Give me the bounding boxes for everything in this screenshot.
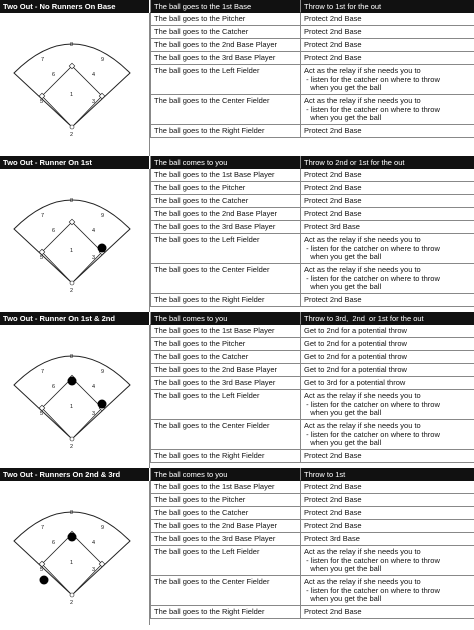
situation-cell: The ball goes to the 3rd Base Player bbox=[150, 52, 300, 65]
action-header: Throw to 1st bbox=[300, 468, 474, 481]
situation-cell: The ball goes to the Left Fielder bbox=[150, 234, 300, 264]
situation-cell: The ball goes to the Center Fielder bbox=[150, 576, 300, 606]
situation-cell: The ball goes to the Pitcher bbox=[150, 338, 300, 351]
situation-cell: The ball goes to the 2nd Base Player bbox=[150, 208, 300, 221]
position-1-label: 1 bbox=[70, 560, 74, 566]
position-8-label: 8 bbox=[70, 510, 74, 516]
field-diagram bbox=[0, 169, 150, 312]
action-cell: Protect 2nd Base bbox=[300, 450, 474, 463]
position-9-label: 9 bbox=[101, 369, 105, 375]
position-5-label: 5 bbox=[40, 99, 44, 105]
position-1-label: 1 bbox=[70, 248, 74, 254]
action-cell: Protect 2nd Base bbox=[300, 182, 474, 195]
action-cell: Protect 3rd Base bbox=[300, 533, 474, 546]
situation-cell: The ball goes to the 1st Base Player bbox=[150, 481, 300, 494]
position-2-label: 2 bbox=[70, 132, 74, 138]
action-cell: Get to 2nd for a potential throw bbox=[300, 325, 474, 338]
action-cell: Act as the relay if she needs you to - listen for the catcher on where to throw when you get the ball bbox=[300, 390, 474, 420]
field-diagram bbox=[0, 481, 150, 625]
action-header: Throw to 2nd or 1st for the out bbox=[300, 156, 474, 169]
position-4-label: 4 bbox=[92, 384, 96, 390]
action-cell: Act as the relay if she needs you to - listen for the catcher on where to throw when you get the ball bbox=[300, 576, 474, 606]
action-cell: Get to 3rd for a potential throw bbox=[300, 377, 474, 390]
situation-header: The ball comes to you bbox=[150, 468, 300, 481]
outfield-boundary bbox=[14, 200, 130, 283]
runner-on-third-marker bbox=[40, 576, 49, 585]
position-5-label: 5 bbox=[40, 567, 44, 573]
position-4-label: 4 bbox=[92, 228, 96, 234]
runner-on-second-marker bbox=[68, 533, 77, 542]
position-1-label: 1 bbox=[70, 404, 74, 410]
action-cell: Protect 2nd Base bbox=[300, 606, 474, 619]
action-cell: Protect 2nd Base bbox=[300, 195, 474, 208]
home-plate bbox=[70, 593, 74, 597]
field-svg bbox=[0, 325, 149, 468]
position-6-label: 6 bbox=[52, 72, 56, 78]
situation-cell: The ball goes to the Pitcher bbox=[150, 13, 300, 26]
situation-cell: The ball goes to the 2nd Base Player bbox=[150, 39, 300, 52]
position-7-label: 7 bbox=[41, 213, 45, 219]
section-title: Two Out - No Runners On Base bbox=[0, 0, 149, 13]
situation-cell: The ball goes to the Pitcher bbox=[150, 182, 300, 195]
situation-cell: The ball goes to the 2nd Base Player bbox=[150, 364, 300, 377]
action-cell: Act as the relay if she needs you to - listen for the catcher on where to throw when you get the ball bbox=[300, 546, 474, 576]
situation-cell: The ball goes to the 1st Base Player bbox=[150, 169, 300, 182]
action-cell: Protect 2nd Base bbox=[300, 26, 474, 39]
action-cell: Get to 2nd for a potential throw bbox=[300, 338, 474, 351]
action-cell: Get to 2nd for a potential throw bbox=[300, 364, 474, 377]
position-6-label: 6 bbox=[52, 384, 56, 390]
section-title: Two Out - Runner On 1st & 2nd bbox=[0, 312, 149, 325]
position-5-label: 5 bbox=[40, 255, 44, 261]
situation-cell: The ball goes to the Right Fielder bbox=[150, 125, 300, 138]
situation-cell: The ball goes to the Center Fielder bbox=[150, 420, 300, 450]
situation-cell: The ball goes to the Left Fielder bbox=[150, 65, 300, 95]
runner-on-first-marker bbox=[98, 400, 107, 409]
runner-on-first-marker bbox=[98, 244, 107, 253]
field-svg bbox=[0, 13, 149, 156]
position-7-label: 7 bbox=[41, 369, 45, 375]
outfield-boundary bbox=[14, 356, 130, 439]
section-title: Two Out - Runners On 2nd & 3rd bbox=[0, 468, 149, 481]
position-3-label: 3 bbox=[92, 567, 96, 573]
position-9-label: 9 bbox=[101, 213, 105, 219]
position-6-label: 6 bbox=[52, 540, 56, 546]
position-2-label: 2 bbox=[70, 600, 74, 606]
action-cell: Act as the relay if she needs you to - listen for the catcher on where to throw when you get the ball bbox=[300, 65, 474, 95]
action-cell: Protect 2nd Base bbox=[300, 481, 474, 494]
position-6-label: 6 bbox=[52, 228, 56, 234]
situation-cell: The ball goes to the Catcher bbox=[150, 195, 300, 208]
situation-cell: The ball goes to the Right Fielder bbox=[150, 450, 300, 463]
runner-on-second-marker bbox=[68, 377, 77, 386]
situation-cell: The ball goes to the Pitcher bbox=[150, 494, 300, 507]
action-cell: Protect 2nd Base bbox=[300, 52, 474, 65]
action-cell: Protect 2nd Base bbox=[300, 39, 474, 52]
position-9-label: 9 bbox=[101, 57, 105, 63]
action-cell: Get to 2nd for a potential throw bbox=[300, 351, 474, 364]
situation-cell: The ball goes to the Catcher bbox=[150, 26, 300, 39]
position-8-label: 8 bbox=[70, 42, 74, 48]
action-cell: Protect 2nd Base bbox=[300, 13, 474, 26]
position-7-label: 7 bbox=[41, 525, 45, 531]
outfield-boundary bbox=[14, 512, 130, 595]
position-7-label: 7 bbox=[41, 57, 45, 63]
action-cell: Protect 2nd Base bbox=[300, 294, 474, 307]
action-cell: Act as the relay if she needs you to - listen for the catcher on where to throw when you get the ball bbox=[300, 420, 474, 450]
play-section bbox=[0, 468, 474, 625]
home-plate bbox=[70, 125, 74, 129]
action-cell: Act as the relay if she needs you to - listen for the catcher on where to throw when you get the ball bbox=[300, 95, 474, 125]
action-cell: Act as the relay if she needs you to - listen for the catcher on where to throw when you get the ball bbox=[300, 234, 474, 264]
situation-cell: The ball goes to the Right Fielder bbox=[150, 294, 300, 307]
situation-cell: The ball goes to the Catcher bbox=[150, 507, 300, 520]
position-8-label: 8 bbox=[70, 198, 74, 204]
action-cell: Protect 2nd Base bbox=[300, 208, 474, 221]
play-section bbox=[0, 156, 474, 312]
situation-cell: The ball goes to the 3rd Base Player bbox=[150, 533, 300, 546]
action-cell: Protect 2nd Base bbox=[300, 169, 474, 182]
situation-cell: The ball goes to the Right Fielder bbox=[150, 606, 300, 619]
situation-cell: The ball goes to the 3rd Base Player bbox=[150, 377, 300, 390]
position-4-label: 4 bbox=[92, 540, 96, 546]
action-cell: Protect 2nd Base bbox=[300, 494, 474, 507]
position-3-label: 3 bbox=[92, 411, 96, 417]
home-plate bbox=[70, 437, 74, 441]
position-2-label: 2 bbox=[70, 288, 74, 294]
home-plate bbox=[70, 281, 74, 285]
play-section bbox=[0, 312, 474, 468]
situation-cell: The ball goes to the 2nd Base Player bbox=[150, 520, 300, 533]
situation-header: The ball comes to you bbox=[150, 156, 300, 169]
situation-cell: The ball goes to the Center Fielder bbox=[150, 95, 300, 125]
position-5-label: 5 bbox=[40, 411, 44, 417]
situation-cell: The ball goes to the Catcher bbox=[150, 351, 300, 364]
field-diagram bbox=[0, 13, 150, 156]
play-section bbox=[0, 0, 474, 156]
field-svg bbox=[0, 169, 149, 312]
action-cell: Protect 2nd Base bbox=[300, 520, 474, 533]
situation-cell: The ball goes to the 3rd Base Player bbox=[150, 221, 300, 234]
position-3-label: 3 bbox=[92, 99, 96, 105]
outfield-boundary bbox=[14, 44, 130, 127]
situation-header: The ball goes to the 1st Base bbox=[150, 0, 300, 13]
action-cell: Protect 3rd Base bbox=[300, 221, 474, 234]
position-9-label: 9 bbox=[101, 525, 105, 531]
situation-cell: The ball goes to the 1st Base Player bbox=[150, 325, 300, 338]
position-1-label: 1 bbox=[70, 92, 74, 98]
position-4-label: 4 bbox=[92, 72, 96, 78]
action-header: Throw to 1st for the out bbox=[300, 0, 474, 13]
situation-cell: The ball goes to the Left Fielder bbox=[150, 390, 300, 420]
action-header: Throw to 3rd, 2nd or 1st for the out bbox=[300, 312, 474, 325]
situation-cell: The ball goes to the Center Fielder bbox=[150, 264, 300, 294]
action-cell: Protect 2nd Base bbox=[300, 125, 474, 138]
situation-cell: The ball goes to the Left Fielder bbox=[150, 546, 300, 576]
situation-header: The ball comes to you bbox=[150, 312, 300, 325]
action-cell: Protect 2nd Base bbox=[300, 507, 474, 520]
position-2-label: 2 bbox=[70, 444, 74, 450]
action-cell: Act as the relay if she needs you to - listen for the catcher on where to throw when you get the ball bbox=[300, 264, 474, 294]
field-diagram bbox=[0, 325, 150, 468]
position-8-label: 8 bbox=[70, 354, 74, 360]
section-title: Two Out - Runner On 1st bbox=[0, 156, 149, 169]
field-svg bbox=[0, 481, 149, 625]
position-3-label: 3 bbox=[92, 255, 96, 261]
